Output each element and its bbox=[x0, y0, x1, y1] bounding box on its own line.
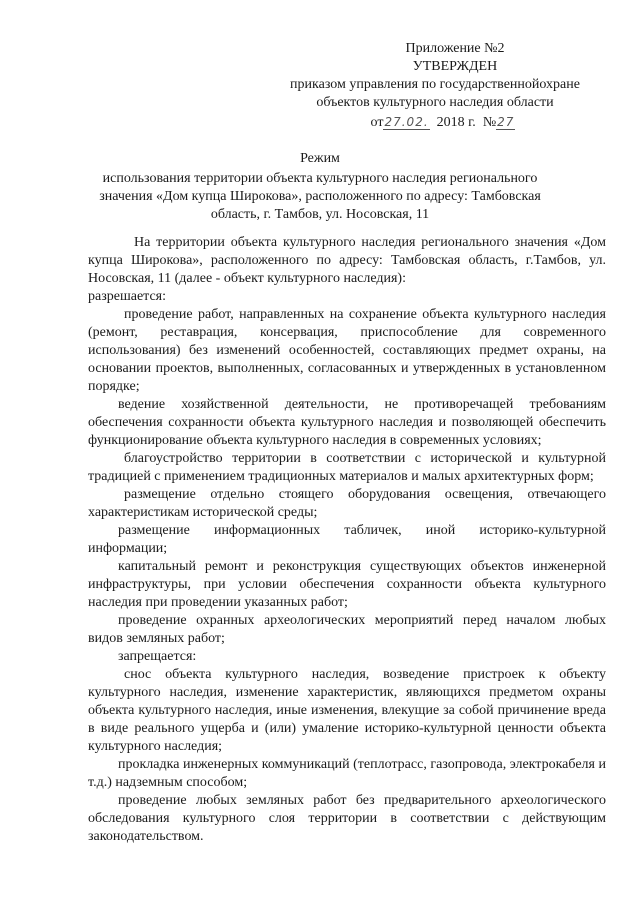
date-prefix: от bbox=[370, 115, 384, 130]
forbidden-item: прокладка инженерных коммуникаций (теплотрасс, газопровода, электрокабеля и т.д.) надземным способом; bbox=[88, 757, 606, 790]
allowed-heading: разрешается: bbox=[88, 289, 166, 304]
intro-paragraph: На территории объекта культурного наследия регионального значения «Дом купца Широкова», расположенного по адресу: Тамбовская область, г.Тамбов, ул. Носовская, 11 (далее - объект культурного наследия): bbox=[88, 235, 606, 286]
allowed-item: проведение охранных археологических мероприятий перед началом любых видов земляных работ; bbox=[88, 613, 606, 646]
title-line-2: значения «Дом купца Широкова», расположенного по адресу: Тамбовская bbox=[99, 189, 541, 204]
allowed-item: проведение работ, направленных на сохранение объекта культурного наследия (ремонт, реставрация, консервация, приспособление для современного использования) без изменений особенностей, составляющих предмет охраны, на основании проектов, выполненных, согласованных и утвержденных в установленном порядке; bbox=[88, 307, 606, 394]
title-mode: Режим bbox=[300, 151, 340, 166]
title-line-3: область, г. Тамбов, ул. Носовская, 11 bbox=[210, 207, 430, 222]
handwritten-date: 27.02. bbox=[384, 115, 429, 129]
allowed-item: благоустройство территории в соответствии с исторической и культурной традицией с применением традиционных материалов и малых архитектурных форм; bbox=[88, 451, 606, 484]
forbidden-heading: запрещается: bbox=[118, 649, 197, 664]
order-year: 2018 г. bbox=[436, 115, 476, 130]
order-date-line bbox=[286, 114, 600, 132]
appendix-number: Приложение №2 bbox=[405, 41, 505, 56]
allowed-item: размещение отдельно стоящего оборудования освещения, отвечающего характеристикам исторической среды; bbox=[88, 487, 606, 520]
forbidden-item: снос объекта культурного наследия, возведение пристроек к объекту культурного наследия, изменение характеристик, являющихся предметом охраны объекта культурного наследия, иные изменения, влекущие за собой причинение вреда в виде реального ущерба и (или) умаление историко-культурной ценности объекта культурного наследия; bbox=[88, 667, 606, 754]
allowed-item: ведение хозяйственной деятельности, не противоречащей требованиям обеспечения сохранности объекта культурного наследия и позволяющей обеспечить функционирование объекта культурного наследия в современных условиях; bbox=[88, 397, 606, 448]
allowed-item: размещение информационных табличек, иной историко-культурной информации; bbox=[88, 523, 606, 556]
document-body bbox=[88, 234, 606, 846]
approved-label: УТВЕРЖДЕН bbox=[412, 59, 498, 74]
number-prefix: № bbox=[482, 115, 497, 130]
order-line-1: приказом управления по государственнойохране bbox=[290, 77, 580, 92]
handwritten-number: 27 bbox=[497, 115, 515, 129]
forbidden-item: проведение любых земляных работ без предварительного археологического обследования культурного слоя территории в соответствии с действующим законодательством. bbox=[88, 793, 606, 844]
approval-stamp-block bbox=[270, 40, 600, 132]
title-line-1: использования территории объекта культурного наследия регионального bbox=[102, 171, 538, 186]
order-line-2: объектов культурного наследия области bbox=[316, 95, 554, 110]
allowed-item: капитальный ремонт и реконструкция существующих объектов инженерной инфраструктуры, при условии обеспечения сохранности объекта культурного наследия при проведении указанных работ; bbox=[88, 559, 606, 610]
document-title bbox=[80, 150, 560, 224]
